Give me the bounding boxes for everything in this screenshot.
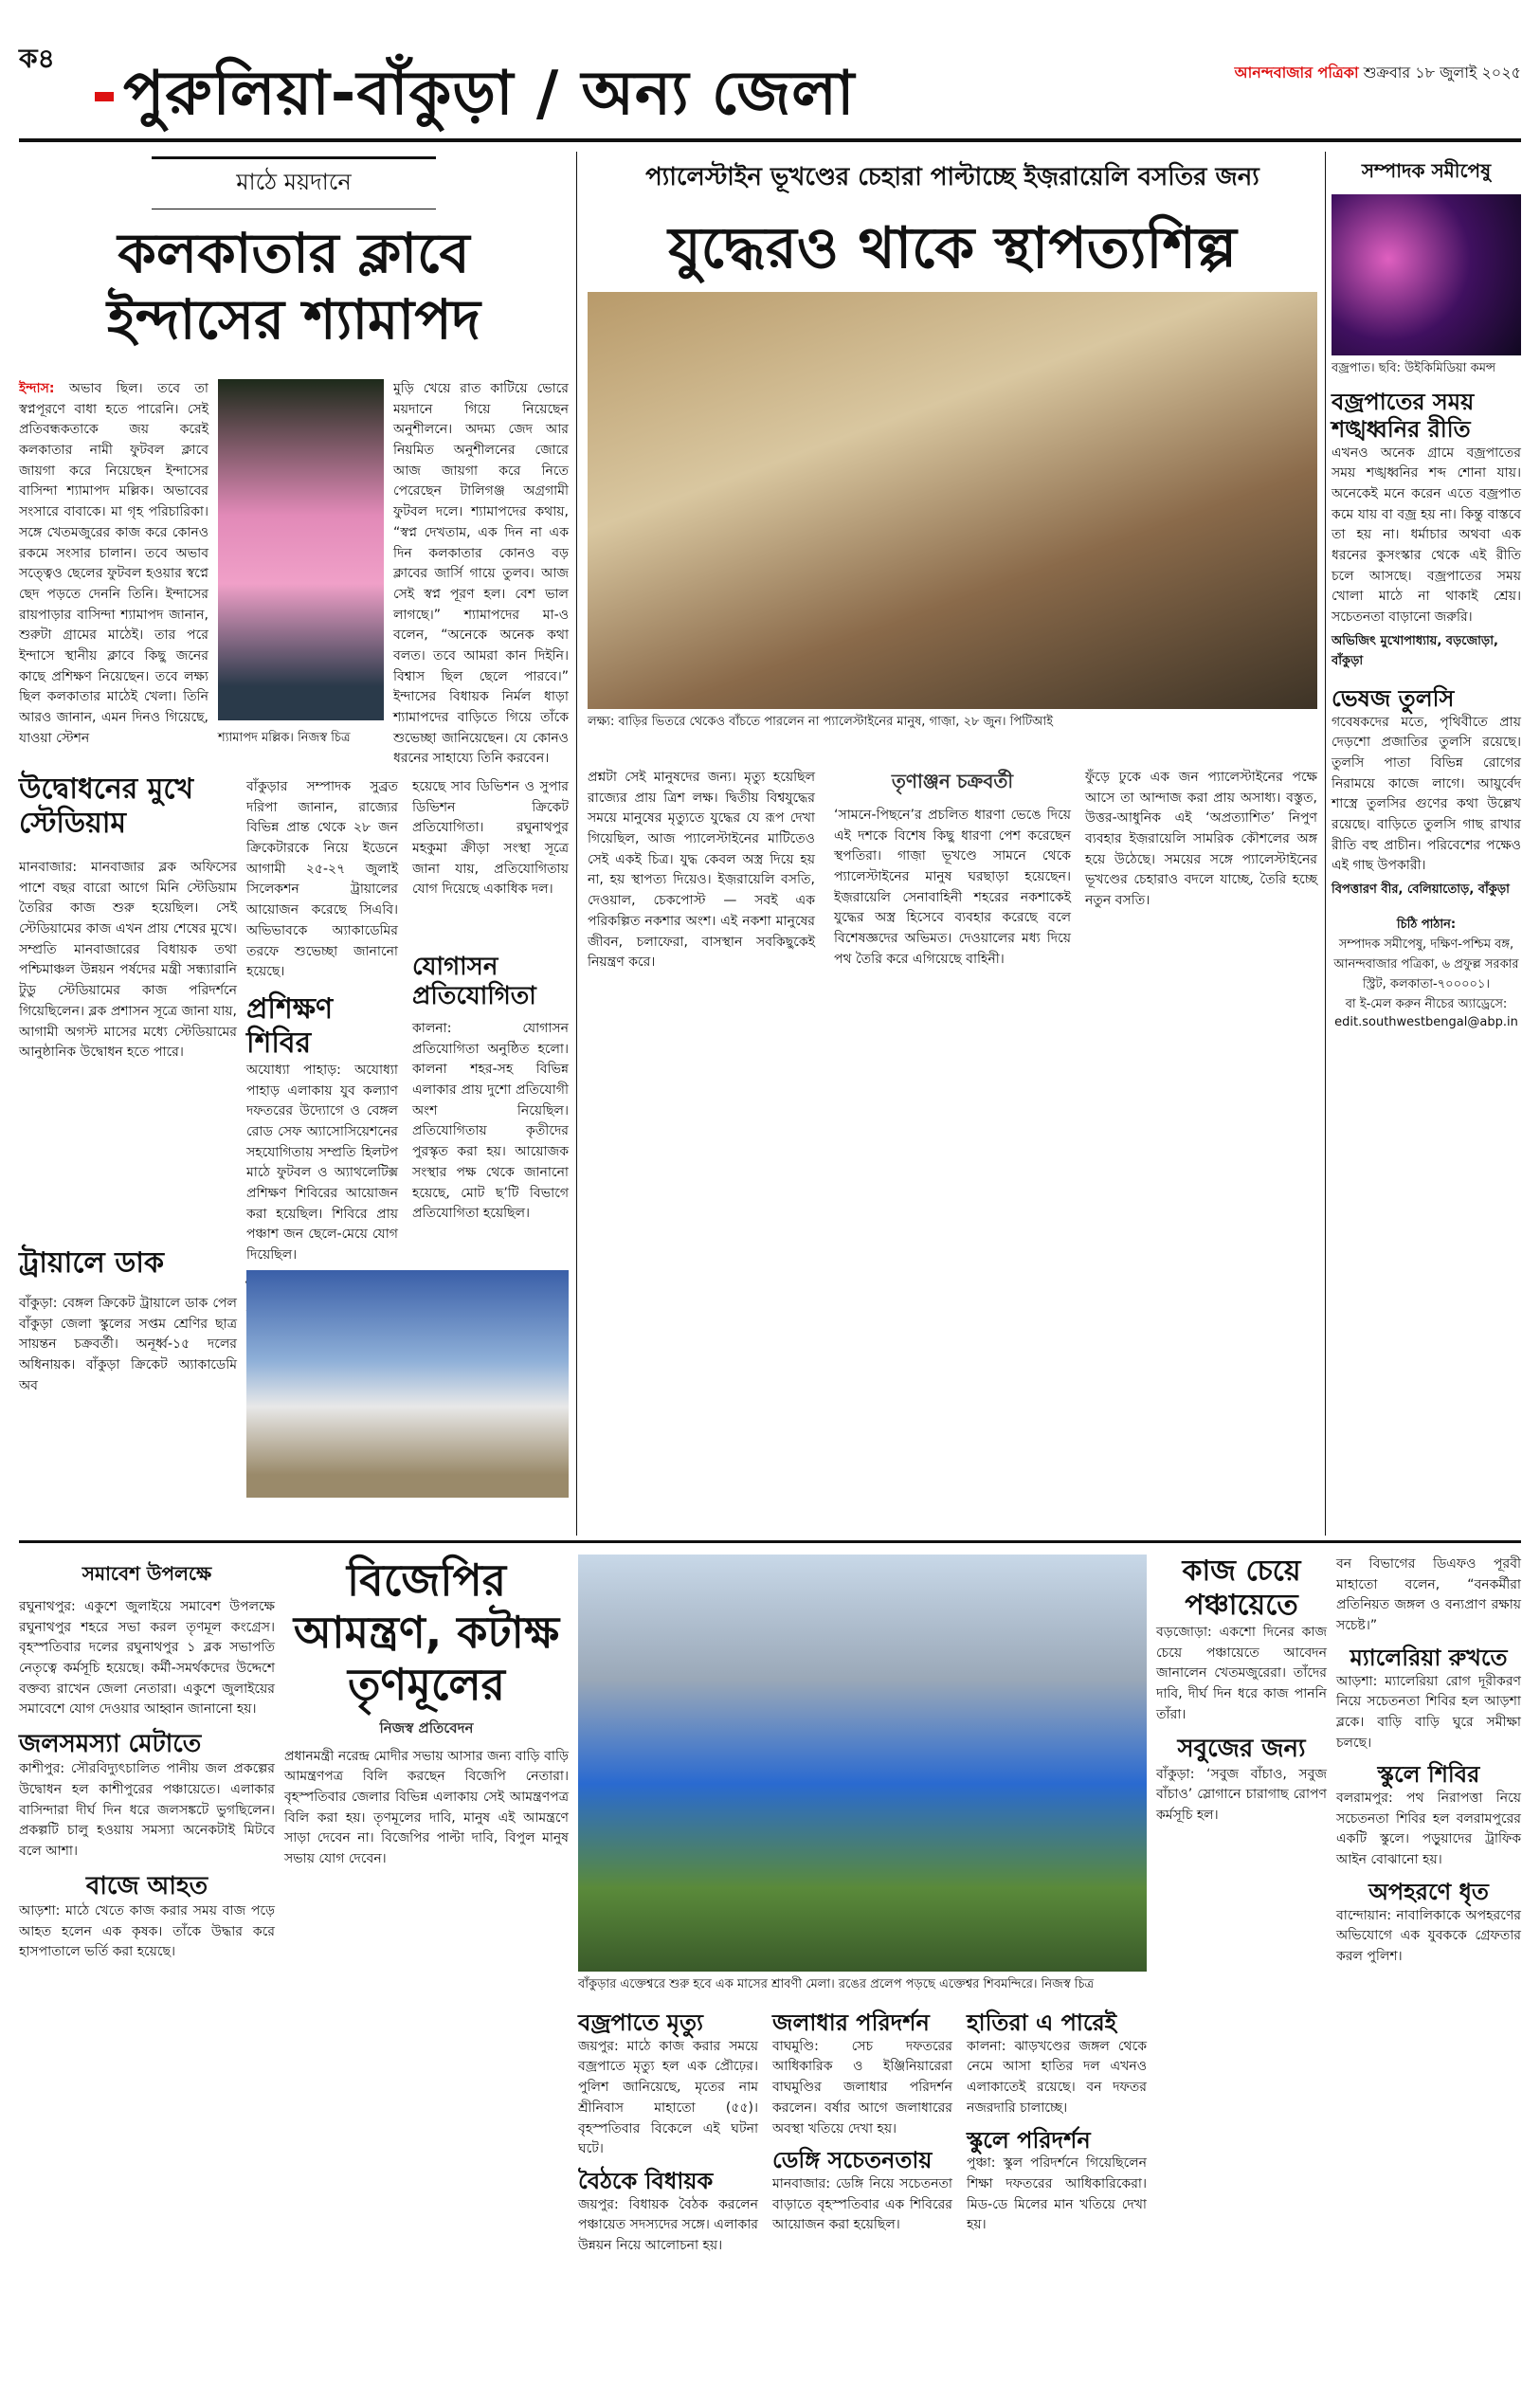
sports-briefs xyxy=(246,777,569,1536)
work-text: বড়জোড়া: একশো দিনের কাজ চেয়ে পঞ্চায়েতে আবেদন জানালেন খেতমজুরেরা। তাঁদের দাবি, দীর্ঘ দিন ধরে কাজ পাননি তাঁরা। xyxy=(1156,1625,1327,1722)
player-photo-caption: শ্যামাপদ মল্লিক। নিজস্ব চিত্র xyxy=(218,731,351,745)
story-lead-text: অভাব ছিল। তবে তা স্বপ্নপূরণে বাধা হতে পারেনি। সেই প্রতিবন্ধকতাকে জয় করেই কলকাতার নামী ফুটবল ক্লাবে জায়গা করে নিয়েছেন ইন্দাসের বাসিন্দা শ্যামাপদ মল্লিক। অভাবের সংসারে বাবাকে। মা গৃহ পরিচারিকা। সঙ্গে খেতমজুরের কাজ করে কোনও রকমে সংসার চালান। তবে অভাব সত্ত্বেও ছেলের ফুটবল হওয়ার স্বপ্নে ছেদ পড়তে দেননি তিনি। ইন্দাসের রায়পাড়ার বাসিন্দা শ্যামাপদ জানান, শুরুটা গ্রামের মাঠেই। তার পরে ইন্দাসে স্থানীয় ক্লাবে কিছু জনের কাছে প্রশিক্ষণ নিয়েছেন। তবে লক্ষ্য ছিল কলকাতার মাঠেই খেলা। তিনি আরও জানান, এমন দিনও গিয়েছে, যাওয়া স্টেশন xyxy=(19,381,208,746)
forest-text: বন বিভাগের ডিএফও পূরবী মাহাতো বলেন, “বনকর্মীরা প্রতিনিয়ত জঙ্গল ও বন্যপ্রাণ রক্ষায় সচেষ্ট।” xyxy=(1336,1556,1521,1634)
trial-headline: ট্রায়ালে ডাক xyxy=(19,1246,164,1280)
lightning-photo xyxy=(1332,194,1521,355)
malaria-headline: ম্যালেরিয়া রুখতে xyxy=(1350,1644,1508,1671)
letter-headline-2: ভেষজ তুলসি xyxy=(1332,684,1455,712)
section-title-text: পুরুলিয়া-বাঁকুড়া / অন্য জেলা xyxy=(123,59,856,129)
stadium-headline: উদ্বোধনের মুখে স্টেডিয়াম xyxy=(19,773,194,840)
green-text: বাঁকুড়া: ‘সবুজ বাঁচাও, সবুজ বাঁচাও’ স্লোগানে চারাগাছ রোপণ কর্মসূচি হল। xyxy=(1156,1766,1327,1823)
trial-continuation: বাঁকুড়ার সম্পাদক সুব্রত দরিপা জানান, রাজ্যের বিভিন্ন প্রান্ত থেকে ২৮ জন ক্রিকেটারকে নিয়ে ইডেনে আগামী ২৫-২৭ জুলাই সিলেকশন ট্রায়ালের আয়োজন করেছে সিএবি। অভিভাবকে অ্যাকাডেমির তরফে শুভেচ্ছা জানানো হয়েছে। xyxy=(246,779,398,980)
column-rule xyxy=(576,152,577,1536)
elephant-headline: হাতিরা এ পারেই xyxy=(967,2009,1117,2036)
story-body-c: ফুঁড়ে ঢুকে এক জন প্যালেস্টাইনের পক্ষে আসে তা আন্দাজ করা প্রায় অসাধ্য। বস্তুত, উত্তর-আধুনিক এই ‘অপ্রত্যাশিত’ নিপুণ ব্যবহার ইজ়রায়েলি সামরিক কৌশলের অঙ্গ হয়ে উঠেছে। সময়ের সঙ্গে প্যালেস্টাইনের ভূখণ্ডের চেহারাও বদলে যাচ্ছে, তৈরি হচ্ছে নতুন বসতি। xyxy=(1085,770,1317,909)
temple-photo xyxy=(578,1555,1147,1972)
temple-caption: বাঁকুড়ার এক্তেশ্বরে শুরু হবে এক মাসের শ্রাবণী মেলা। রঙের প্রলেপ পড়ছে এক্তেশ্বর শিবমন্দিরে। নিজস্ব চিত্র xyxy=(578,1977,1095,1991)
letters-title: চিঠি পাঠান: xyxy=(1396,918,1457,933)
elephant-text: কালনা: ঝাড়খণ্ডের জঙ্গল থেকে নেমে আসা হাতির দল এখনও এলাকাতেই রয়েছে। বন দফতর নজরদারি চালাচ্ছে। xyxy=(967,2038,1147,2116)
reservoir-headline: জলাধার পরিদর্শন xyxy=(772,2009,930,2036)
story-lead xyxy=(19,379,208,749)
elephant-brief xyxy=(967,2009,1147,2236)
school-camp-text: বলরামপুর: পথ নিরাপত্তা নিয়ে সচেতনতা শিবির হল বলরামপুরের একটি স্কুলে। পড়ুয়াদের ট্রাফিক আইন বোঝানো হয়। xyxy=(1336,1791,1521,1868)
bjp-headline: বিজেপির আমন্ত্রণ, কটাক্ষ তৃণমূলের xyxy=(293,1555,560,1711)
meeting-text: জয়পুর: বিধায়ক বৈঠক করলেন পঞ্চায়েত সদস্যদের সঙ্গে। এলাকার উন্নয়ন নিয়ে আলোচনা হয়। xyxy=(578,2196,758,2254)
gaza-photo-caption: লক্ষ্য: বাড়ির ভিতরে থেকেও বাঁচতে পারলেন না প্যালেস্টাইনের মানুষ, গাজ়া, ২৮ জুন। পিটিআই xyxy=(588,715,1053,729)
letter-text-2: গবেষকদের মতে, পৃথিবীতে প্রায় দেড়শো প্রজাতির তুলসি রয়েছে। তুলসি পাতা বিভিন্ন রোগের নিরাময়ে কাজে লাগে। আয়ুর্বেদ শাস্ত্রে তুলসির গুণের কথা উল্লেখ রয়েছে। বাড়িতে তুলসি গাছ রাখার রীতি বহু প্রাচীন। পরিবেশের পক্ষেও এই গাছ উপকারী। xyxy=(1332,714,1521,874)
section-rule xyxy=(19,1540,1521,1543)
school-camp-headline: স্কুলে শিবির xyxy=(1377,1761,1480,1789)
stadium-text: মানবাজার: মানবাজার ব্লক অফিসের পাশে বছর বারো আগে মিনি স্টেডিয়াম তৈরির কাজ শুরু হয়েছিল। সেই স্টেডিয়ামের কাজ এখন প্রায় শেষের মুখে। সম্প্রতি মানবাজারের বিধায়ক তথা পশ্চিমাঞ্চল উন্নয়ন পর্ষদের মন্ত্রী সন্ধ্যারানি টুডু স্টেডিয়ামের কাজ পরিদর্শনে গিয়েছিলেন। ব্লক প্রশাসন সূত্রে জানা যায়, আগামী অগস্ট মাসের মধ্যে স্টেডিয়ামের আনুষ্ঠানিক উদ্বোধন হতে পারে। xyxy=(19,860,237,1061)
dengue-headline: ডেঙ্গি সচেতনতায় xyxy=(772,2147,933,2174)
dengue-text: মানবাজার: ডেঙ্গি নিয়ে সচেতনতা বাড়াতে বৃহস্পতিবার এক শিবিরের আয়োজন করা হয়েছিল। xyxy=(772,2176,952,2233)
lightning-caption: বজ্রপাত। ছবি: উইকিমিডিয়া কমন্স xyxy=(1332,361,1496,375)
work-headline: কাজ চেয়ে পঞ্চায়েতে xyxy=(1182,1555,1301,1622)
page-number: ক৪ xyxy=(19,43,55,74)
school-text: পুঞ্চা: স্কুল পরিদর্শনে গিয়েছিলেন শিক্ষা দফতরের আধিকারিকেরা। মিড-ডে মিলের মান খতিয়ে দেখা হয়। xyxy=(967,2155,1147,2233)
lower-col-1 xyxy=(19,1555,275,2370)
letters-box xyxy=(1332,916,1521,1029)
storm-text: আড়শা: মাঠে খেতে কাজ করার সময় বাজ পড়ে আহত হলেন এক কৃষক। তাঁকে উদ্ধার করে হাসপাতালে ভর্তি করা হয়েছে। xyxy=(19,1902,275,1960)
letters-column xyxy=(1332,152,1521,1536)
lightning-headline: বজ্রপাতে মৃত্যু xyxy=(578,2009,703,2036)
paper-name: আনন্দবাজার পত্রিকা xyxy=(1234,64,1359,82)
meet-kicker: সমাবেশ উপলক্ষে xyxy=(82,1562,212,1585)
cricket-text: হয়েছে সাব ডিভিশন ও সুপার ডিভিশন ক্রিকেট প্রতিযোগিতা। রঘুনাথপুর মহকুমা ক্রীড়া সংস্থা সূত্রে জানা যায়, প্রতিযোগিতায় যোগ দিয়েছে একাধিক দল। xyxy=(412,779,569,898)
lower-col-right xyxy=(1336,1555,1521,2370)
bjp-byline: নিজস্ব প্রতিবেদন xyxy=(379,1718,474,1736)
camp-headline: প্রশিক্ষণ শিবির xyxy=(246,991,334,1060)
green-headline: সবুজের জন্য xyxy=(1177,1735,1306,1764)
water-text: কাশীপুর: সৌরবিদ্যুৎচালিত পানীয় জল প্রকল্পের উদ্বোধন হল কাশীপুরের পঞ্চায়েতে। এলাকার বাসিন্দারা দীর্ঘ দিন ধরে জলসঙ্কটে ভুগছিলেন। প্রকল্পটি চালু হওয়ায় সমস্যা অনেকটাই মিটবে বলে আশা। xyxy=(19,1761,275,1860)
camp-text: অযোধ্যা পাহাড়: অযোধ্যা পাহাড় এলাকায় যুব কল্যাণ দফতরের উদ্যোগে ও বেঙ্গল রোড সেফ অ্যাসোসিয়েশনের সহযোগিতায় সম্প্রতি হিলটপ মাঠে ফুটবল ও অ্যাথলেটিক্স প্রশিক্ষণ শিবিরের আয়োজন করা হয়েছিল। শিবিরে প্রায় পঞ্চাশ জন ছেলে-মেয়ে যোগ দিয়েছিল। xyxy=(246,1062,398,1264)
lightning-text: জয়পুর: মাঠে কাজ করার সময়ে বজ্রপাতে মৃত্যু হল এক প্রৌঢ়ের। পুলিশ জানিয়েছে, মৃতের নাম শ্রীনিবাস মাহাতো (৫৫)। বৃহস্পতিবার বিকেলে এই ঘটনা ঘটে। xyxy=(578,2038,758,2157)
player-photo xyxy=(218,379,384,720)
lower-col-temple xyxy=(578,1555,1147,2370)
letter-text-1: এখনও অনেক গ্রামে বজ্রপাতের সময় শঙ্খধ্বনির শব্দ শোনা যায়। অনেকেই মনে করেন এতে বজ্রপাত কমে যায় বা বজ্র হয় না। কিন্তু বাস্তবে তা হয় না। ধর্মাচার অথবা এক ধরনের কুসংস্কার থেকে এই রীতি চলে আসছে। বজ্রপাতের সময় খোলা মাঠে না থাকাই শ্রেয়। সচেতনতা বাড়ানো জরুরি। xyxy=(1332,445,1521,626)
lower-col-work xyxy=(1156,1555,1327,2370)
story-kicker: প্যালেস্টাইন ভূখণ্ডের চেহারা পাল্টাচ্ছে ইজ়রায়েলি বসতির জন্য xyxy=(645,163,1259,191)
letter-signature-1: অভিজিৎ মুখোপাধ্যায়, বড়জোড়া, বাঁকুড়া xyxy=(1332,633,1498,668)
letters-address: সম্পাদক সমীপেষু, দক্ষিণ-পশ্চিম বঙ্গ, আনন্দবাজার পত্রিকা, ৬ প্রফুল্ল সরকার স্ট্রিট, কলকাতা-৭০০০০১। xyxy=(1333,937,1519,992)
bjp-text: প্রধানমন্ত্রী নরেন্দ্র মোদীর সভায় আসার জন্য বাড়ি বাড়ি আমন্ত্রণপত্র বিলি করছেন বিজেপি নেতারা। বৃহস্পতিবার জেলার বিভিন্ন এলাকায় সেই আমন্ত্রণপত্র বিলি করা হয়। তৃণমূলের দাবি, মানুষ এই আমন্ত্রণে সাড়া দেবেন না। বিজেপির পাল্টা দাবি, বিপুল মানুষ সভায় যোগ দেবেন। xyxy=(284,1748,569,1866)
story-byline: তৃণাঞ্জন চক্রবর্তী xyxy=(891,770,1014,792)
school-headline: স্কুলে পরিদর্শন xyxy=(967,2126,1091,2154)
story-body-a: প্রশ্নটা সেই মানুষদের জন্য। মৃত্যু হয়েছিল রাজ্যের প্রায় ত্রিশ লক্ষ। দ্বিতীয় বিশ্বযুদ্ধের সময়ে মানুষের মৃত্যুতে যুদ্ধের যে রূপ দেখা গিয়েছিল, আজ প্যালেস্টাইনের মাটিতেও সেই একই চিত্র। যুদ্ধ কেবল অস্ত্র দিয়ে হয় না, হয় স্থাপত্য দিয়েও। ইজ়রায়েলি বসতি, দেওয়াল, চেকপোস্ট — সবই এক পরিকল্পিত নকশার অংশ। এই নকশা মানুষের জীবন, চলাফেরা, বাসস্থান সবকিছুকেই নিয়ন্ত্রণ করে। xyxy=(588,770,815,971)
date-line xyxy=(1235,61,1521,86)
letter-signature-2: বিপত্তারণ বীর, বেলিয়াতোড়, বাঁকুড়া xyxy=(1332,882,1510,898)
story-continuation: মুড়ি খেয়ে রাত কাটিয়ে ভোরে ময়দানে গিয়ে নিয়েছেন অনুশীলনে। অদম্য জেদ আর নিয়মিত অনুশীলনের জোরে আজ জায়গা করে নিতে পেরেছেন টালিগঞ্জ অগ্রগামী ফুটবল দলে। শ্যামাপদের কথায়, “স্বপ্ন দেখতাম, এক দিন না এক দিন কলকাতার কোনও বড় ক্লাবের জার্সি গায়ে তুলব। আজ সেই স্বপ্ন পূরণ হল। বেশ ভাল লাগছে।” শ্যামাপদের মা-ও বলেন, “অনেকে অনেক কথা বলত। তবে আমরা কান দিইনি। বিশ্বাস ছিল ছেলে পারবে।” ইন্দাসের বিধায়ক নির্মল ধাড়া শ্যামাপদের বাড়িতে গিয়ে তাঁকে শুভেচ্ছা জানিয়েছেন। যে কোনও ধরনের সাহায্যে তিনি করবেন। xyxy=(393,381,569,767)
meet-text: রঘুনাথপুর: একুশে জুলাইয়ে সমাবেশ উপলক্ষে রঘুনাথপুর শহরে সভা করল তৃণমূল কংগ্রেস। বৃহস্পতিবার দলের রঘুনাথপুর ১ ব্লক সভাপতি নেতৃত্বে কর্মসূচি হয়েছে। কর্মী-সমর্থকদের উদ্দেশে বক্তব্য রাখেন জেলা নেতারা। একুশে জুলাইয়ের সমাবেশে যোগ দেওয়ার আহ্বান জানানো হয়। xyxy=(19,1599,275,1718)
storm-headline: বাজে আহত xyxy=(85,1871,208,1900)
lower-col-bjp xyxy=(284,1555,569,2370)
letters-kicker: সম্পাদক সমীপেষু xyxy=(1361,159,1492,182)
arrest-headline: অপহরণে ধৃত xyxy=(1368,1878,1489,1905)
yoga-headline: যোগাসন প্রতিযোগিতা xyxy=(412,953,536,1011)
letters-email[interactable]: বা ই-মেল করুন নীচের অ্যাড্রেসে: edit.southwestbengal@abp.in xyxy=(1334,997,1518,1030)
section-marker xyxy=(95,92,114,101)
masthead xyxy=(19,38,1521,142)
arrest-text: বান্দোয়ান: নাবালিকাকে অপহরণের অভিযোগে এক যুবককে গ্রেফতার করল পুলিশ। xyxy=(1336,1907,1521,1965)
issue-date: শুক্রবার ১৮ জুলাই ২০২৫ xyxy=(1363,64,1521,82)
yoga-text: কালনা: যোগাসন প্রতিযোগিতা অনুষ্ঠিত হলো। কালনা শহর-সহ বিভিন্ন এলাকার প্রায় দুশো প্রতিযোগী অংশ নিয়েছিল। প্রতিযোগিতায় কৃতীদের পুরস্কৃত করা হয়। আয়োজক সংস্থার পক্ষ থেকে জানানো হয়েছে, মোট ছ’টি বিভাগে প্রতিযোগিতা হয়েছিল। xyxy=(412,1021,569,1222)
section-title xyxy=(95,47,855,149)
letter-headline-1: বজ্রপাতের সময় শঙ্খধ্বনির রীতি xyxy=(1332,389,1475,443)
lightning-brief xyxy=(578,2009,758,2257)
malaria-text: আড়শা: ম্যালেরিয়া রোগ দূরীকরণ নিয়ে সচেতনতা শিবির হল আড়শা ব্লকে। বাড়ি বাড়ি ঘুরে সমীক্ষা চলছে। xyxy=(1336,1673,1521,1751)
story-kicker: মাঠে ময়দানে xyxy=(152,156,436,209)
story-headline: যুদ্ধেরও থাকে স্থাপত্যশিল্প xyxy=(668,215,1237,282)
gaza-photo xyxy=(588,292,1317,709)
story-headline: কলকাতার ক্লাবে ইন্দাসের শ্যামাপদ xyxy=(106,221,481,352)
water-headline: জলসমস্যা মেটাতে xyxy=(19,1730,202,1759)
trial-text: বাঁকুড়া: বেঙ্গল ক্রিকেট ট্রায়ালে ডাক পেল বাঁকুড়া জেলা স্কুলের সপ্তম শ্রেণির ছাত্র সায়ন্তন চক্রবর্তী। অনূর্ধ্ব-১৫ দলের অধিনায়ক। বাঁকুড়া ক্রিকেট অ্যাকাডেমি অব xyxy=(19,1296,237,1393)
column-rule xyxy=(1325,152,1326,1536)
story-body-b: ‘সামনে-পিছনে’র প্রচলিত ধারণা ভেঙে দিয়ে এই দশকে বিশেষ কিছু ধারণা পেশ করেছেন স্থপতিরা। গাজ়া ভূখণ্ডে সামনে থেকে প্যালেস্টাইনের মানুষ ঘরছাড়া হয়েছেন। ইজ়রায়েলি সেনাবাহিনী শহরের নকশাকেই যুদ্ধের অস্ত্র হিসেবে ব্যবহার করেছে বলে বিশেষজ্ঞদের অভিমত। দেওয়ালের মধ্য দিয়ে পথ তৈরি করে এগিয়েছে বাহিনী। xyxy=(834,808,1071,967)
dateline-place: ইন্দাস: xyxy=(19,381,55,396)
meeting-headline: বৈঠকে বিধায়ক xyxy=(578,2167,714,2194)
reservoir-text: বাঘমুণ্ডি: সেচ দফতরের আধিকারিক ও ইঞ্জিনিয়ারেরা বাঘমুণ্ডির জলাধার পরিদর্শন করলেন। বর্ষার আগে জলাধারের অবস্থা খতিয়ে দেখা হয়। xyxy=(772,2038,952,2137)
stadium-photo xyxy=(246,1270,569,1498)
reservoir-brief xyxy=(772,2009,952,2236)
story-architecture xyxy=(588,152,1317,1536)
